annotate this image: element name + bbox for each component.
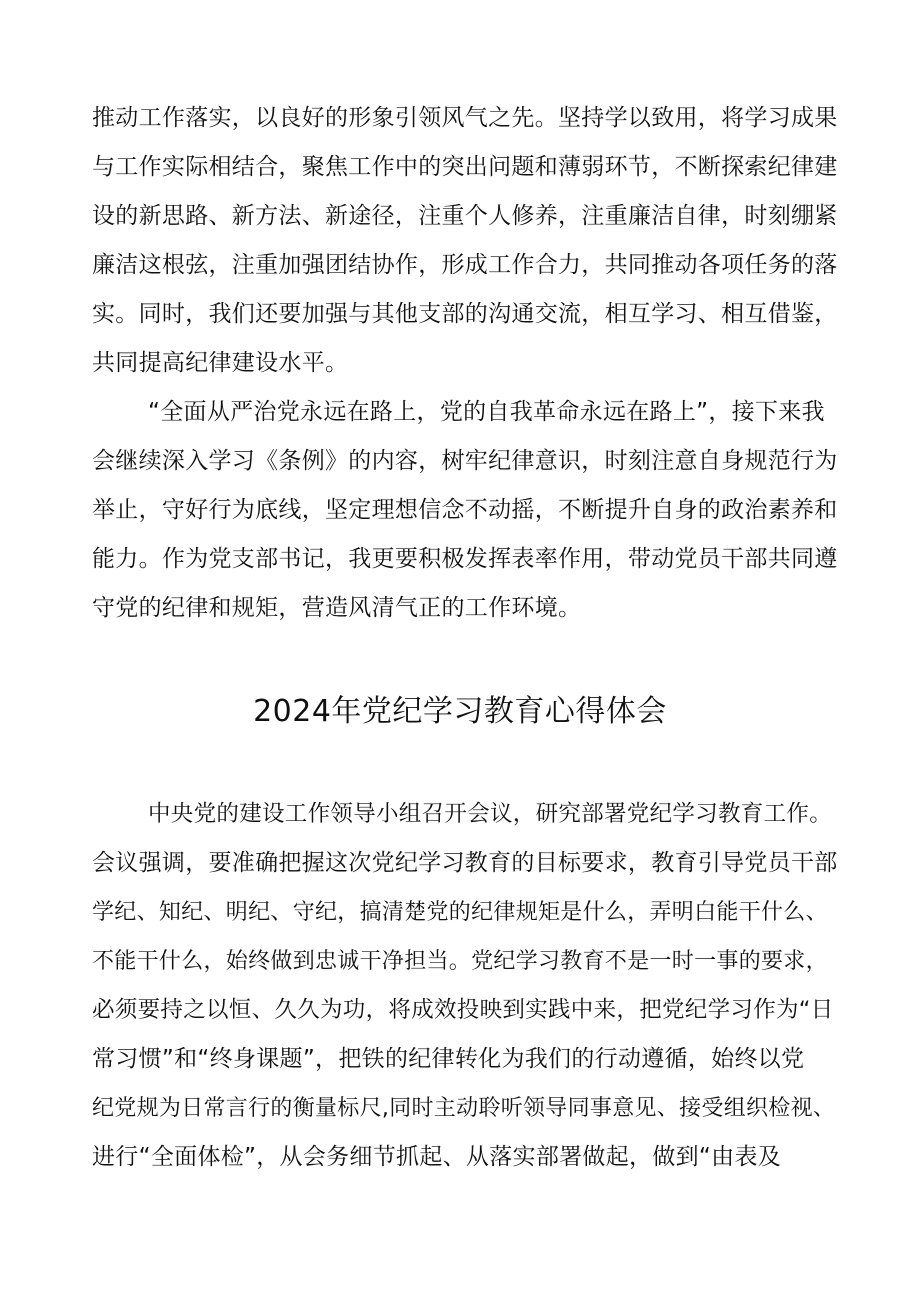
- text-line: 能力。作为党支部书记，我更要积极发挥表率作用，带动党员干部共同遵: [92, 546, 838, 572]
- text-line: 常习惯”和“终身课题”，把铁的纪律转化为我们的行动遵循，始终以党: [92, 1046, 805, 1072]
- text-line: 廉洁这根弦，注重加强团结协作，形成工作合力，共同推动各项任务的落: [92, 252, 838, 278]
- text-line: 实。同时，我们还要加强与其他支部的沟通交流，相互学习、相互借鉴，: [92, 301, 838, 327]
- text-line: 进行“全面体检”，从会务细节抓起、从落实部署做起，做到“由表及: [92, 1144, 782, 1170]
- text-line: 会议强调，要准确把握这次党纪学习教育的目标要求，教育引导党员干部: [92, 850, 838, 876]
- text-line: 推动工作落实，以良好的形象引领风气之先。坚持学以致用，将学习成果: [92, 105, 838, 131]
- text-line: 纪党规为日常言行的衡量标尺,同时主动聆听领导同事意见、接受组织检视、: [92, 1096, 836, 1121]
- continuation-paragraph: [92, 94, 842, 388]
- text-line: 与工作实际相结合，聚焦工作中的突出问题和薄弱环节，不断探索纪律建: [92, 154, 838, 180]
- text-line: 中央党的建设工作领导小组召开会议，研究部署党纪学习教育工作。: [148, 801, 833, 827]
- text-line: 举止，守好行为底线，坚定理想信念不动摇，不断提升自身的政治素养和: [92, 497, 838, 523]
- text-line: 学纪、知纪、明纪、守纪，搞清楚党的纪律规矩是什么，弄明白能干什么、: [92, 900, 828, 925]
- section-title: 2024年党纪学习教育心得体会: [253, 694, 667, 729]
- text-line: 必须要持之以恒、久久为功，将成效投映到实践中来，把党纪学习作为“日: [92, 997, 834, 1023]
- text-line: “全面从严治党永远在路上，党的自我革命永远在路上”，接下来我: [148, 399, 825, 425]
- text-line: 共同提高纪律建设水平。: [92, 350, 349, 376]
- text-line: 守党的纪律和规矩，营造风清气正的工作环境。: [92, 595, 582, 621]
- text-line: 不能干什么，始终做到忠诚干净担当。党纪学习教育不是一时一事的要求，: [92, 949, 828, 974]
- text-line: 设的新思路、新方法、新途径，注重个人修养，注重廉洁自律，时刻绷紧: [92, 203, 838, 229]
- closing-paragraph: [92, 388, 842, 633]
- new-section-paragraph: [92, 790, 842, 1182]
- text-line: 会继续深入学习《条例》的内容，树牢纪律意识，时刻注意自身规范行为: [92, 448, 838, 474]
